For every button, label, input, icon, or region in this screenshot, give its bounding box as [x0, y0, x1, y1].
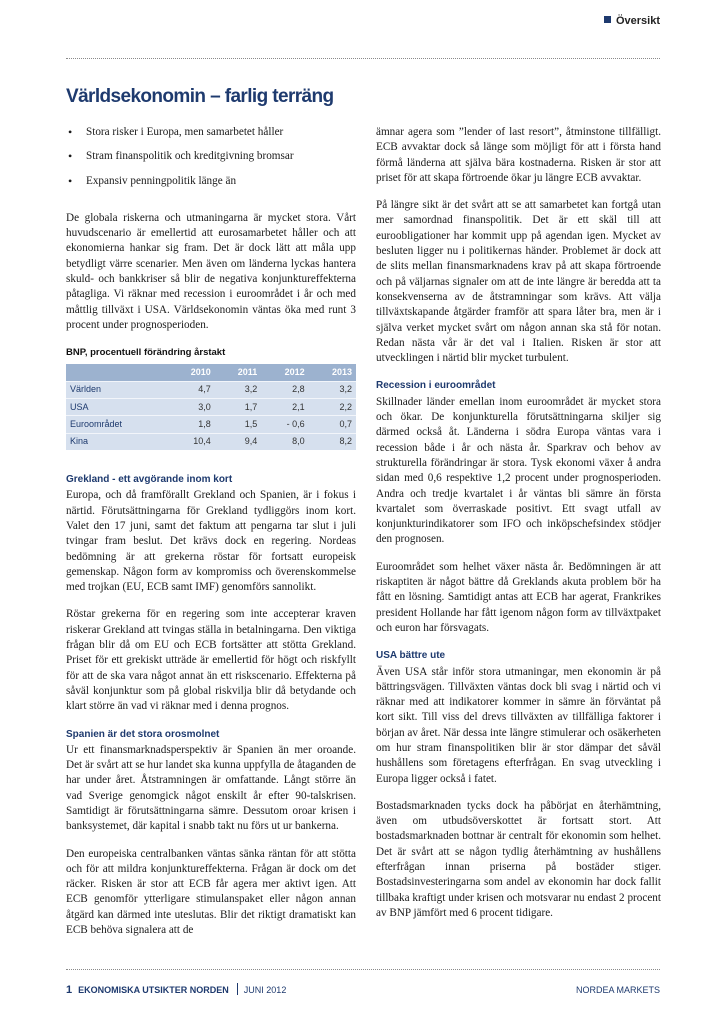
table-row [66, 433, 356, 450]
spain-paragraph-2: Den europeiska centralbanken väntas sänka räntan för att stötta och för att mildra konjunktureffekterna. Frågan är dock om det räcker. Risken är stor att ECB får agera mer aktivt igen. Att ECB genomför ytterligare stimulanspaket eller någon annan åtgärd kan därmed inte uteslutas. Blir det riktigt dramatiskt kan ECB behöva signalera att de [66, 847, 356, 937]
footer-publication [66, 983, 286, 996]
section-label-text: Översikt [615, 15, 660, 27]
row-label: USA [66, 399, 167, 416]
table-cell: 10,4 [167, 433, 214, 450]
table-header-row [66, 364, 356, 382]
table-cell: 1,8 [167, 416, 214, 433]
table-header-cell: 2013 [309, 364, 356, 382]
publication-name: EKONOMISKA UTSIKTER NORDEN [78, 985, 229, 995]
ecb-paragraph: ämnar agera som ”lender of last resort”, åtminstone tillfälligt. ECB avvaktar dock så länge som möjligt för att i första hand förmå länderna att själva bära kostnaderna. Risken är stor att priset för att skapa förtroende ökar ju längre ECB avvaktar. [376, 126, 661, 184]
table-cell: 4,7 [167, 381, 214, 398]
gdp-table [66, 364, 356, 450]
table-caption: BNP, procentuell förändring årstakt [66, 347, 226, 359]
spain-paragraph-1: Ur ett finansmarknadsperspektiv är Spanien än mer oroande. Det är svårt att se hur landet ska kunna uppfylla de åtaganden de har under året. Åtstramningen är omfattande. Långt större än vad Sverige genomgick något enskilt år efter 90-talskrisen. Samtidigt är förutsättningarna sämre. Dessutom oroar krisen i banksystemet, där kapital i snabb takt nu förs ut ur bankerna. [66, 743, 356, 833]
bullet-item: • Expansiv penningpolitik länge än [66, 174, 356, 189]
bullet-item: • Stora risker i Europa, men samarbetet håller [66, 125, 356, 140]
table-cell: 3,2 [309, 381, 356, 398]
row-label: Kina [66, 433, 167, 450]
recession-heading: Recession i euroområdet [376, 380, 496, 392]
table-cell: 2,2 [309, 399, 356, 416]
table-row [66, 416, 356, 433]
table-cell: - 0,6 [261, 416, 308, 433]
row-label: Världen [66, 381, 167, 398]
usa-heading: USA bättre ute [376, 650, 446, 662]
table-row [66, 381, 356, 398]
table-cell: 3,0 [167, 399, 214, 416]
spain-heading: Spanien är det stora orosmolnet [66, 728, 220, 740]
left-column [66, 125, 356, 950]
table-cell: 8,0 [261, 433, 308, 450]
table-row [66, 399, 356, 416]
table-cell: 9,4 [215, 433, 262, 450]
table-header-cell [66, 364, 167, 382]
summary-bullets [66, 125, 356, 189]
footer-divider [66, 969, 660, 970]
table-cell: 2,8 [261, 381, 308, 398]
greece-paragraph-1: Europa, och då framförallt Grekland och Spanien, är i fokus i närtid. Förutsättningarna för Grekland tydliggörs inom kort. Valet den 17 juni, samt det faktum att pengarna tar slut i juli tvingar fram beslut. Det krävs dock en regering. Nordeas bedömning är att grekerna röstar för fortsatt europeisk gemenskap. Någon form av kompromiss och överenskommelse med trojkan (EU, ECB samt IMF) genomförs sannolikt. [66, 489, 356, 594]
greece-heading: Grekland - ett avgörande inom kort [66, 474, 233, 486]
usa-paragraph-1: Även USA står inför stora utmaningar, men ekonomin är på bättringsvägen. Tillväxten väntas dock bli svag i närtid och vi räknar med att indikatorer kommer in sämre än förväntat på kort sikt. Till viss del drevs tillväxten av tillfälliga faktorer i början av året. När dessa inte längre stimulerar och osäkerheten om hur stram finanspolitiken blir är stor dämpar det såväl hushållens som företagens efterfrågan. En svag utveckling i Europa ligger också i fatet. [376, 665, 661, 785]
table-cell: 8,2 [309, 433, 356, 450]
table-header-cell: 2010 [167, 364, 214, 382]
table-cell: 0,7 [309, 416, 356, 433]
table-header-cell: 2011 [215, 364, 262, 382]
greece-paragraph-2: Röstar grekerna för en regering som inte accepterar kraven riskerar Grekland att tvingas ställa in betalningarna. Den viktiga frågan blir då om EU och ECB fortsätter att stötta Grekland. Priset för ett grekiskt utträde är emellertid för högt och riskfyllt för att de ska vara något annat än ett riskscenario. Effekterna på såväl konjunktur som på global riskvilja blir då betydande och klart större än vad vi räknar med i denna prognos. [66, 608, 356, 713]
recession-paragraph-1: Skillnader länder emellan inom euroområdet är mycket stora och ökar. De konjunkturella förutsättningarna skiljer sig därmed också åt. Länderna i södra Europa väntas vara i recession både i år och nästa år. Sparkrav och behov av strukturella förändringar är stora. Tysk ekonomi växer å andra sidan med 0,6 respektive 1,2 procent under prognosperioden. Andra och tredje kvartalet i år väntas bli sämre än första kvartalet som överraskade positivt. Ett svagt utfall av konjunkturindikatorer som IFO och inköpschefsindex stödjer den prognosen. [376, 395, 661, 546]
usa-paragraph-2: Bostadsmarknaden tycks dock ha påbörjat en återhämtning, även om utbudsöverskottet är fortsatt stort. Att bostadsmarknaden bottnar är centralt för ekonomin som helhet. Det är svårt att se någon tydlig återhämtning av hushållens efterfrågan innan priserna på bostäder stiger. Bostadsinvesteringarna som andel av ekonomin har dock fallit tillbaka kraftigt under krisen och motsvarar nu endast 2 procent av BNP jämfört med 6 procent tidigare. [376, 799, 661, 919]
section-square-icon [604, 16, 611, 23]
table-cell: 1,5 [215, 416, 262, 433]
page-title: Världsekonomin – farlig terräng [66, 86, 334, 107]
table-cell: 3,2 [215, 381, 262, 398]
publisher-name: NORDEA MARKETS [575, 985, 660, 995]
bullet-item: • Stram finanspolitik och kreditgivning bromsar [66, 149, 356, 164]
row-label: Euroområdet [66, 416, 167, 433]
page-number: 1 [66, 984, 73, 996]
right-column [376, 125, 661, 933]
recession-paragraph-2: Euroområdet som helhet växer nästa år. Bedömningen är att riskaptiten är något bättre då Greklands akuta problem bör ha fått en lösning. Samtidigt antas att ECB har agerat, Frankrikes president Hollande har fått igenom någon form av tillväxtpaket och euron har försvagats. [376, 560, 661, 634]
footer-separator [237, 983, 238, 995]
publication-date: JUNI 2012 [243, 985, 287, 995]
section-label [604, 15, 660, 27]
table-cell: 1,7 [215, 399, 262, 416]
header-divider [66, 58, 660, 59]
intro-paragraph: De globala riskerna och utmaningarna är mycket stora. Vårt huvudscenario är emellertid att eurosamarbetet håller och att ekonomierna hankar sig fram. Det är dock lätt att måla upp betydligt värre scenarier. Men även om länderna lyckas hantera skuld- och bankkriser så blir de negativa konjunktureffekterna påtagliga. Vi räknar med recession i euroområdet i år och med måttlig tillväxt i USA. Världsekonomin väntas öka med runt 3 procent under prognosperioden. [66, 211, 356, 331]
table-cell: 2,1 [261, 399, 308, 416]
table-header-cell: 2012 [261, 364, 308, 382]
cooperation-paragraph: På längre sikt är det svårt att se att samarbetet kan fortgå utan mer samordnad finanspolitik. Det är ett skäl till att euroobligationer har kommit upp på agendan igen. Mycket av besluten ligger nu i politikernas händer. Problemet är dock att de slits mellan finansmarknadens krav på att skapa förtroende och på väljarnas signaler om att de inte längre är beredda att ta konsekvenserna av de åtstramningar som krävs. Att välja tillväxtskapande åtgärder framför att spara låter bra, men är i själva verket mycket svårt om någon annan ska stå för notan. Redan nästa vår är det val i Italien. Risken är stor att utvecklingen i närtid blir mycket turbulent. [376, 199, 661, 365]
